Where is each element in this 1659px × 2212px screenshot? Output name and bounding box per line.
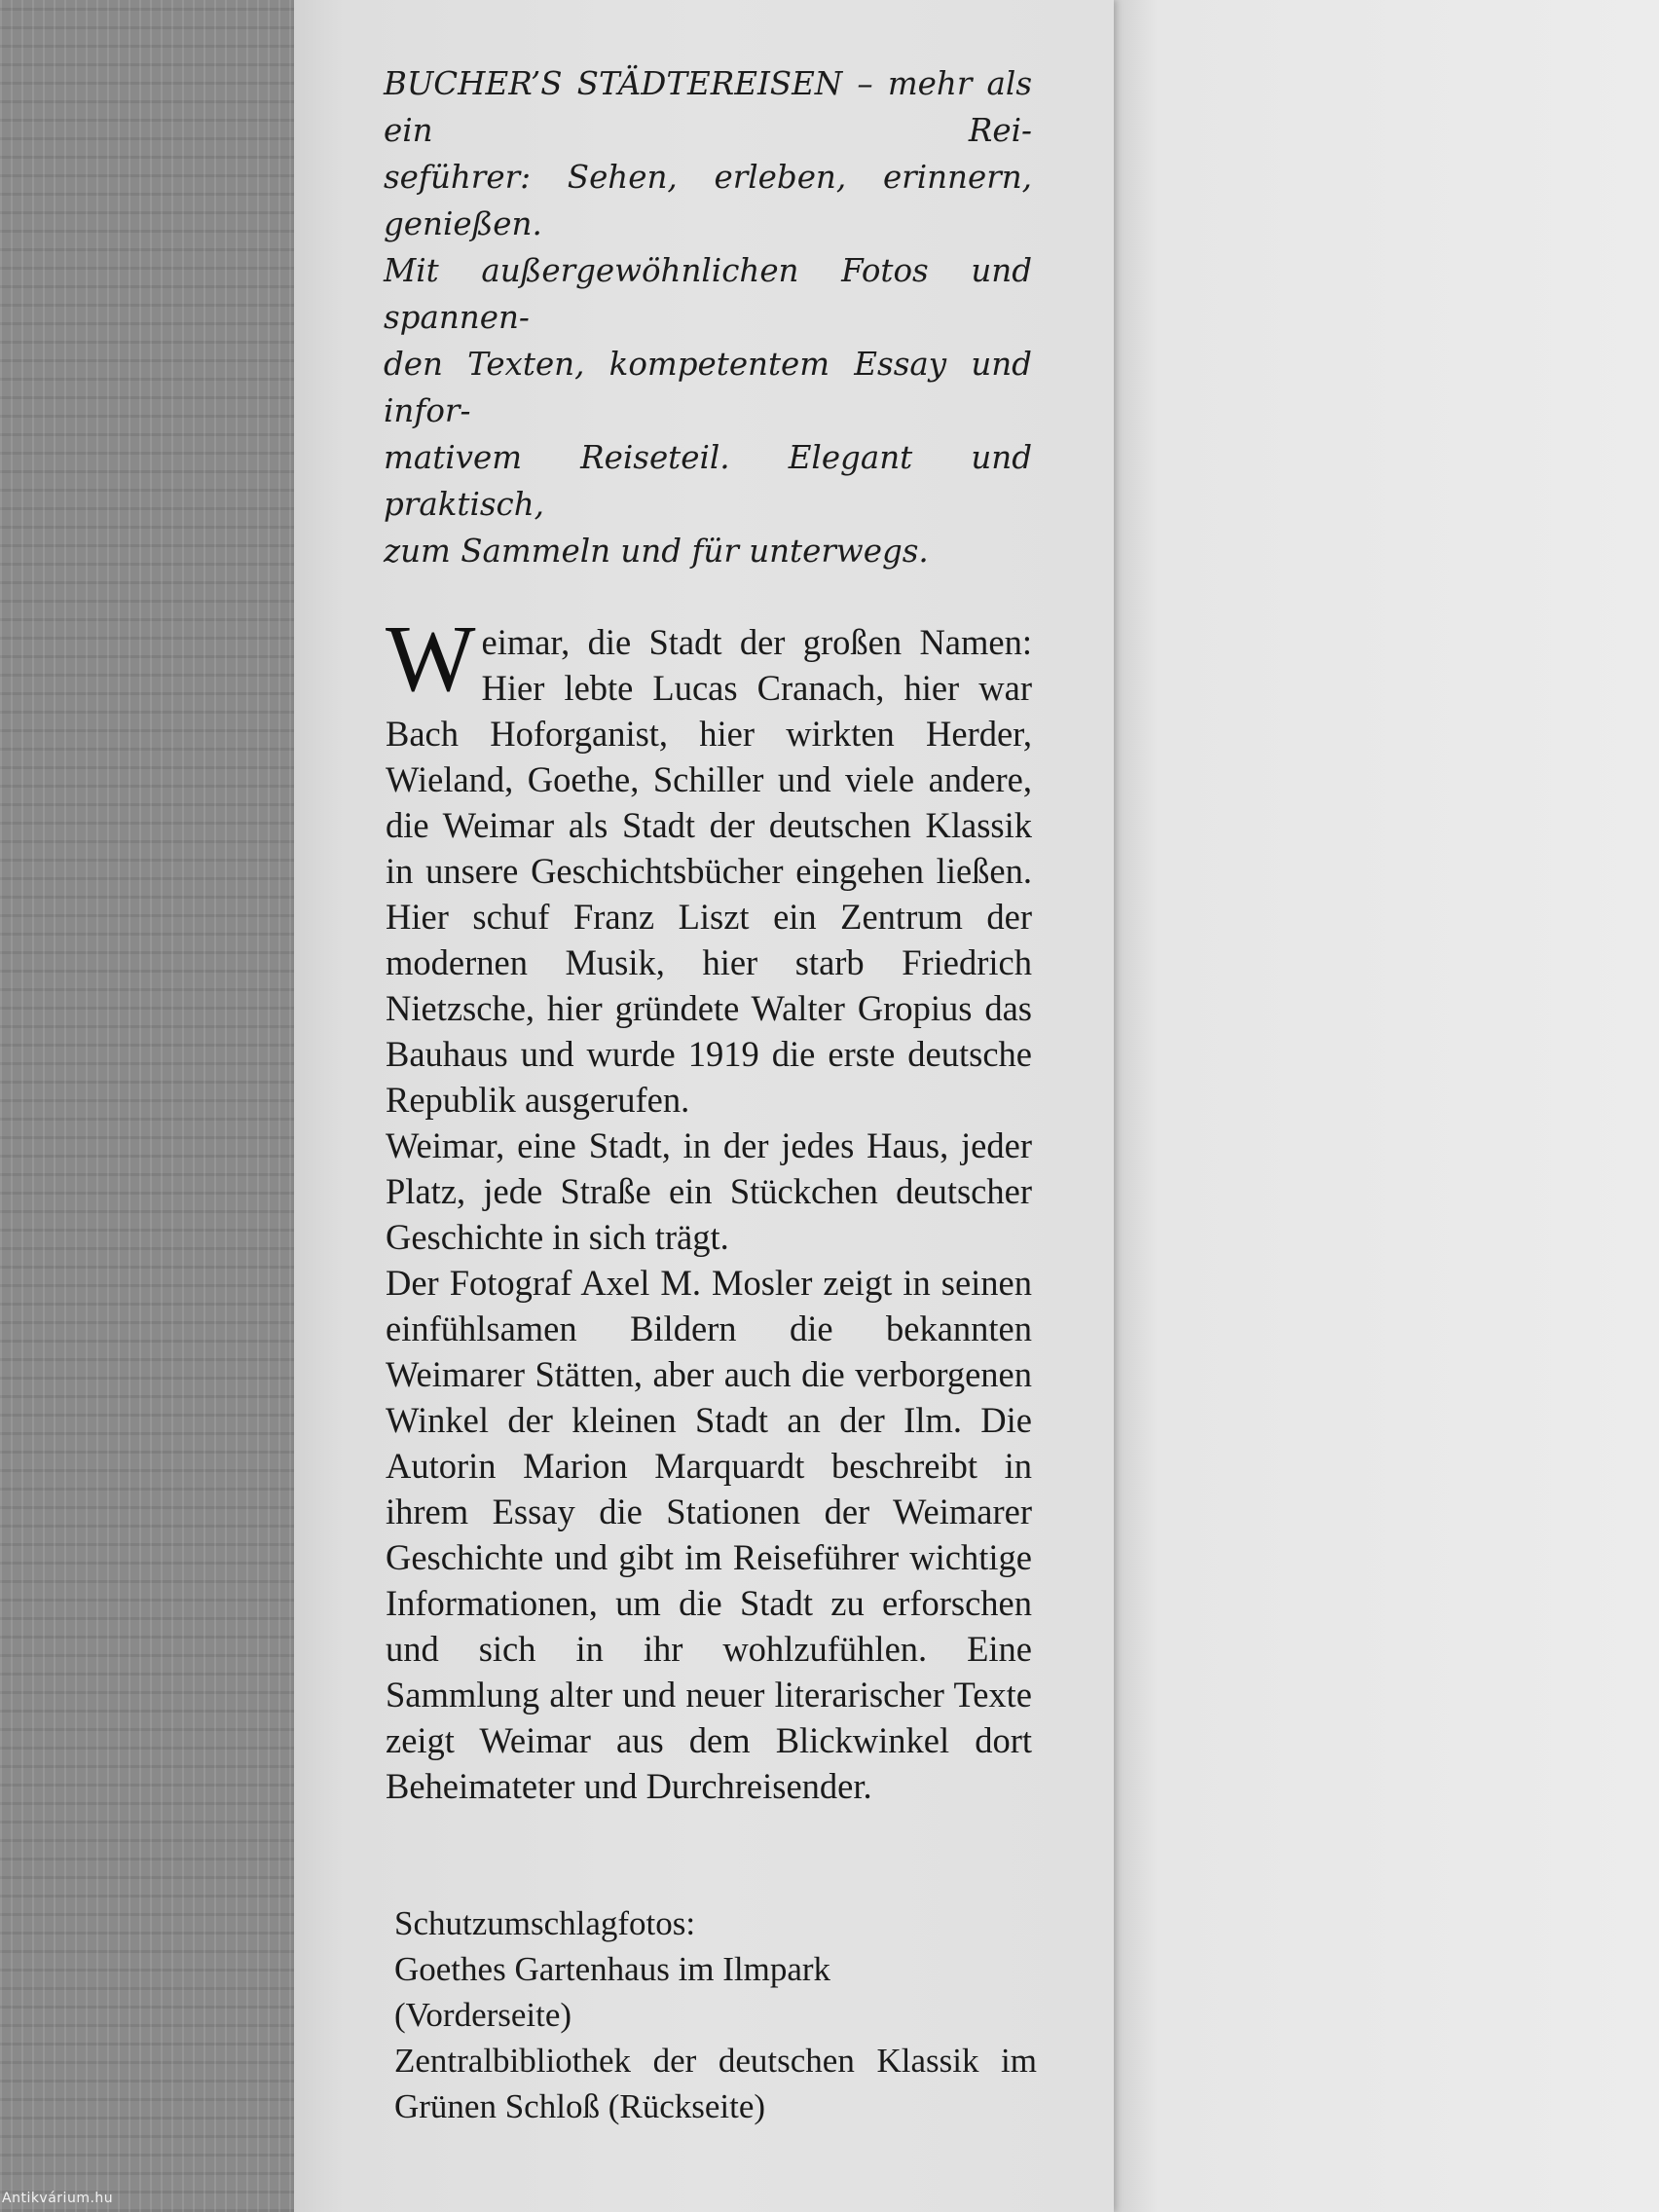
essay-paragraph: Der Fotograf Axel M. Mosler zeigt in seinen einfühlsamen Bildern die bekannten Weimarer Stätten, aber auch die verborgenen Winkel der kleinen Stadt an der Ilm. Die Autorin Marion Marquardt beschreibt in ihrem Essay die Stationen der Weimarer Geschichte und gibt im Reiseführer wichtige Informationen, um die Stadt zu erforschen und sich in ihr wohlzufühlen. Eine Sammlung alter und neuer literarischer Texte zeigt Weimar aus dem Blickwinkel dort Beheimateter und Durchreisender. [386,1263,1032,1806]
blurb-line: Mit außergewöhnlichen Fotos und spannen- [384,252,1032,336]
credit-back-line: Grünen Schloß (Rückseite) [394,2087,766,2125]
essay-paragraph: Weimar, eine Stadt, in der jedes Haus, jeder Platz, jede Straße ein Stückchen deutscher Geschichte in sich trägt. [386,1125,1032,1257]
blurb-line: zum Sammeln und für unterwegs. [384,533,929,570]
credit-back-line: Zentralbibliothek der deutschen Klassik im [394,2042,1037,2080]
essay-paragraph [386,607,1032,1123]
watermark: Antikvárium.hu [2,2191,114,2206]
blurb-line: den Texten, kompetentem Essay und infor- [384,346,1032,429]
credits-heading: Schutzumschlagfotos: [394,1904,696,1942]
background-board [0,0,294,2212]
blurb-line: seführer: Sehen, erleben, erinnern, genießen. [384,159,1032,242]
credit-front-line: (Vorderseite) [394,1996,572,2034]
credit-front-line: Goethes Gartenhaus im Ilmpark [394,1950,831,1988]
essay-paragraph-text: eimar, die Stadt der großen Namen: Hier lebte Lucas Cranach, hier war Bach Hoforganist, hier wirkten Herder, Wieland, Goethe, Schiller und viele andere, die Weimar als Stadt der deutschen Klassik in unsere Geschichtsbücher eingehen ließen. Hier schuf Franz Liszt ein Zentrum der modernen Musik, hier starb Friedrich Nietzsche, hier gründete Walter Gropius das Bauhaus und wurde 1919 die erste deutsche Republik ausgerufen. [386,622,1032,1120]
drop-cap: W [386,607,476,712]
book-page-right [1114,0,1659,2212]
cover-photo-credits [394,1900,1037,2129]
series-blurb [384,60,1032,574]
blurb-line: mativem Reiseteil. Elegant und praktisch, [384,439,1032,523]
blurb-line: BUCHER’S STÄDTEREISEN – mehr als ein Rei- [384,65,1032,149]
essay-text [386,607,1032,1809]
